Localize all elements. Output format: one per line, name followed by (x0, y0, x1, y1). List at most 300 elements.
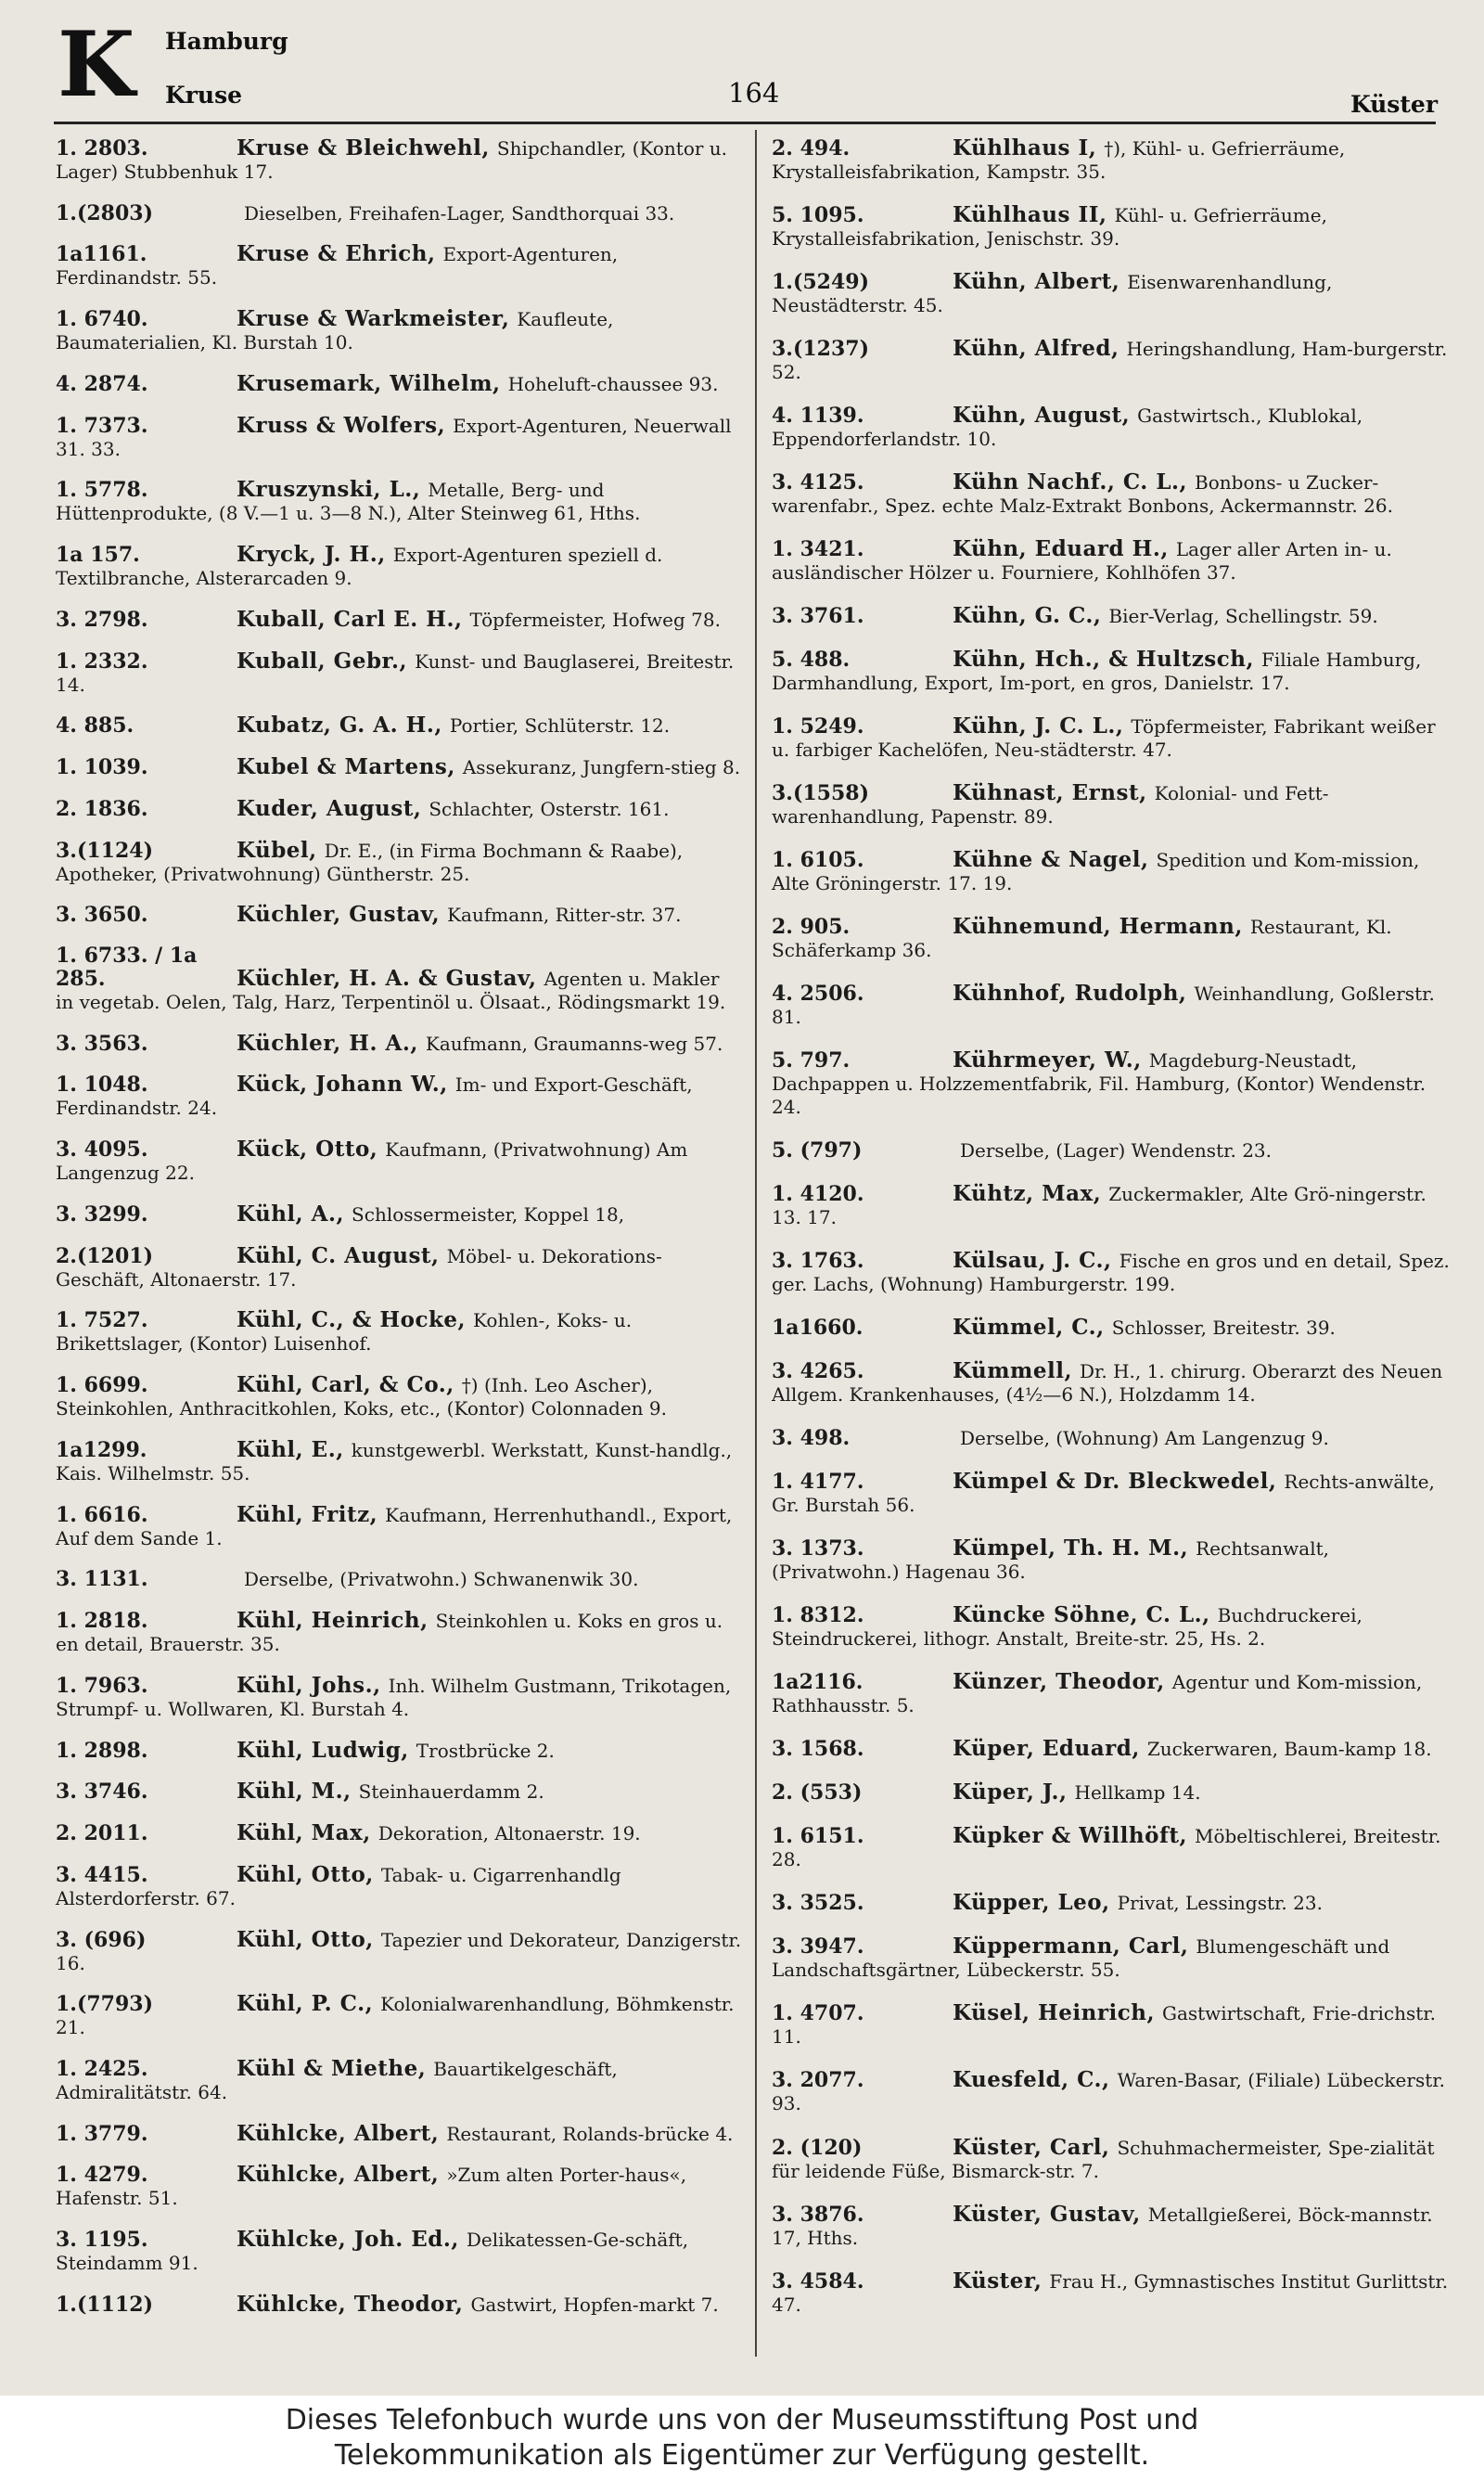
phone-number: 3.(1124) (56, 838, 154, 863)
entry-name: Kuesfeld, C., (953, 2067, 1110, 2093)
entry-detail: Shipchandler, (Kontor u. Lager) Stubbenhuk 17. (56, 137, 728, 183)
phone-number: 1.(5249) (772, 270, 870, 295)
entry-name: Künzer, Theodor, (953, 1669, 1165, 1695)
entry-name: Kubel & Martens, (237, 754, 455, 780)
entry-name: Kuder, August, (237, 795, 422, 821)
entry-detail: Weinhandlung, Goßlerstr. 81. (772, 983, 1435, 1029)
entry-name: Küpper, Leo, (953, 1890, 1110, 1916)
phone-number: 1. 4279. (56, 2163, 148, 2188)
directory-entry (772, 1249, 1458, 1296)
phone-number: 3. 4265. (772, 1359, 864, 1384)
entry-name: Kühl, Max, (237, 1820, 371, 1846)
directory-entry (772, 1359, 1458, 1407)
entry-detail: Portier, Schlüterstr. 12. (449, 714, 671, 738)
entry-detail: Schlachter, Osterstr. 161. (429, 797, 670, 820)
entry-name: Kümpel, Th. H. M., (953, 1536, 1189, 1561)
directory-entry (56, 944, 742, 1014)
entry-detail: †), Kühl- u. Gefrierräume, Krystalleisfabrikation, Kampstr. 35. (772, 137, 1346, 183)
entry-name: Kruss & Wolfers, (237, 412, 446, 438)
directory-entry (772, 1536, 1458, 1584)
entry-detail: Steinkohlen u. Koks en gros u. en detail, Brauerstr. 35. (56, 1610, 723, 1656)
directory-entry (772, 1316, 1458, 1340)
phone-number: 5. (797) (772, 1138, 863, 1163)
directory-entry (772, 404, 1458, 451)
entry-name: Kümpel & Dr. Bleckwedel, (953, 1469, 1277, 1495)
directory-entry (56, 2057, 742, 2104)
entry-detail: Privat, Lessingstr. 23. (1117, 1892, 1323, 1915)
directory-entry (772, 1934, 1458, 1982)
entry-name: Kühl, Otto, (237, 1861, 374, 1887)
directory-entry (56, 713, 742, 738)
phone-number: 1a1161. (56, 242, 147, 267)
phone-number: 1.(7793) (56, 1992, 154, 2017)
entry-name: Kühl, A., (237, 1201, 345, 1227)
phone-number: 3. 3650. (56, 903, 148, 928)
entry-name: Kruszynski, L., (237, 477, 421, 503)
entry-detail: Schlosser, Breitestr. 39. (1111, 1317, 1336, 1340)
directory-entry (56, 478, 742, 525)
directory-entry (772, 1824, 1458, 1871)
entry-detail: Kohlen-, Koks- u. Brikettslager, (Kontor) Luisenhof. (56, 1309, 633, 1356)
entry-detail: Export-Agenturen speziell d. Textilbranche, Alsterarcaden 9. (56, 544, 663, 590)
entry-name: Kühlcke, Albert, (237, 2162, 440, 2188)
entry-name: Kühn, Hch., & Hultzsch, (953, 647, 1254, 673)
left-guide-word: Kruse (165, 82, 243, 109)
entry-detail: Trostbrücke 2. (416, 1739, 555, 1762)
phone-number: 3. 2077. (772, 2068, 864, 2093)
phone-number: 1. 6616. (56, 1502, 148, 1527)
directory-entry (772, 1426, 1458, 1450)
entry-name: Kruse & Ehrich, (237, 241, 436, 267)
entry-detail: Gastwirtschaft, Frie-drichstr. 11. (772, 2002, 1436, 2049)
entry-name: Kühl, Fritz, (237, 1501, 378, 1527)
entry-detail: Blumengeschäft und Landschaftsgärtner, Lübeckerstr. 55. (772, 1935, 1390, 1982)
directory-entry (772, 604, 1458, 628)
entry-detail: Zuckerwaren, Baum-kamp 18. (1146, 1738, 1432, 1761)
directory-entry (56, 1928, 742, 1975)
phone-number: 1. 2803. (56, 136, 148, 161)
entry-detail: Rechts-anwälte, Gr. Burstah 56. (772, 1471, 1435, 1517)
phone-number: 1. 4177. (772, 1470, 864, 1495)
entry-name: Külsau, J. C., (953, 1248, 1112, 1274)
phone-number: 5. 797. (772, 1048, 851, 1073)
phone-number: 1. 3421. (772, 537, 864, 562)
directory-entry (772, 136, 1458, 184)
phone-number: 3. 3525. (772, 1891, 864, 1916)
phone-number: 2. 2011. (56, 1821, 148, 1846)
phone-number: 1.(1112) (56, 2292, 154, 2317)
entry-detail: Export-Agenturen, Neuerwall 31. 33. (56, 414, 732, 460)
directory-entry (772, 1182, 1458, 1229)
entry-detail: Kaufmann, Graumanns-weg 57. (425, 1032, 723, 1055)
entry-name: Küpker & Willhöft, (953, 1823, 1187, 1849)
directory-entry (56, 2293, 742, 2317)
phone-number: 2. 1836. (56, 796, 148, 821)
entry-name: Kühl, C., & Hocke, (237, 1307, 467, 1333)
column-divider (755, 130, 757, 2357)
directory-entry (56, 1992, 742, 2039)
entry-detail: Export-Agenturen, Ferdinandstr. 55. (56, 243, 619, 289)
phone-number: 3. 1763. (772, 1249, 864, 1274)
entry-detail: Restaurant, Kl. Schäferkamp 36. (772, 916, 1392, 962)
entry-name: Kümmel, C., (953, 1315, 1105, 1341)
phone-number: 3.(1558) (772, 781, 870, 806)
entry-detail: Möbel- u. Dekorations-Geschäft, Altonaerstr. 17. (56, 1244, 662, 1291)
entry-detail: Lager aller Arten in- u. ausländischer Hölzer u. Fourniere, Kohlhöfen 37. (772, 538, 1392, 585)
directory-entry (772, 781, 1458, 829)
phone-number: 4. 1139. (772, 404, 864, 429)
directory-entry (56, 414, 742, 461)
entry-detail: Hellkamp 14. (1074, 1781, 1201, 1805)
directory-entry (772, 2068, 1458, 2115)
directory-entry (56, 1373, 742, 1420)
entry-name: Küster, Carl, (953, 2134, 1110, 2160)
entry-detail: Kolonialwarenhandlung, Böhmkenstr. 21. (56, 1993, 735, 2039)
directory-entry (56, 1567, 742, 1591)
phone-number: 1. 6699. (56, 1373, 148, 1398)
directory-entry (56, 543, 742, 590)
directory-entry (772, 1048, 1458, 1119)
left-column (56, 136, 742, 2317)
directory-entry (56, 1032, 742, 1056)
footer-note (0, 2396, 1484, 2480)
directory-entry (772, 1737, 1458, 1761)
entry-detail: Kaufleute, Baumaterialien, Kl. Burstah 10. (56, 308, 614, 354)
entry-name: Kühl & Miethe, (237, 2055, 427, 2081)
phone-number: 1. 8312. (772, 1603, 864, 1628)
directory-entry (772, 1138, 1458, 1163)
entry-name: Kühl, Johs., (237, 1672, 381, 1698)
entry-name: Kühn, Eduard H., (953, 536, 1169, 562)
phone-number: 2. 905. (772, 915, 851, 940)
footer-line: Dieses Telefonbuch wurde uns von der Museumsstiftung Post und (285, 2404, 1199, 2436)
entry-detail: Bier-Verlag, Schellingstr. 59. (1108, 605, 1378, 628)
header-rule (54, 122, 1436, 124)
entry-detail: Metalle, Berg- und Hüttenprodukte, (8 V.—1 u. 3—8 N.), Alter Steinweg 61, Hths. (56, 479, 641, 525)
directory-entry (56, 903, 742, 927)
directory-entry (56, 649, 742, 697)
directory-entry (56, 1863, 742, 1910)
entry-name: Küchler, H. A., (237, 1030, 418, 1056)
directory-entry (56, 307, 742, 354)
entry-detail: Bauartikelgeschäft, Admiralitätstr. 64. (56, 2057, 618, 2103)
entry-name: Kühl, Otto, (237, 1926, 374, 1952)
entry-name: Kühtz, Max, (953, 1181, 1102, 1207)
phone-number: 1. 2425. (56, 2056, 148, 2081)
city-heading: Hamburg (165, 28, 288, 55)
entry-detail: Derselbe, (Lager) Wendenstr. 23. (960, 1139, 1272, 1163)
directory-entry (772, 648, 1458, 695)
entry-name: Kück, Otto, (237, 1137, 378, 1163)
entry-detail: Dr. H., 1. chirurg. Oberarzt des Neuen Allgem. Krankenhauses, (4½—6 N.), Holzdamm 14. (772, 1360, 1443, 1407)
entry-name: Küppermann, Carl, (953, 1934, 1189, 1960)
entry-name: Küncke Söhne, C. L., (953, 1602, 1210, 1628)
phone-number: 3. (696) (56, 1927, 147, 1952)
directory-entry (56, 1202, 742, 1227)
entry-detail: Gastwirt, Hopfen-markt 7. (470, 2293, 719, 2316)
directory-entry (772, 915, 1458, 962)
directory-entry (56, 755, 742, 779)
entry-name: Kühl, Ludwig, (237, 1737, 409, 1763)
phone-number: 1a1660. (772, 1316, 864, 1341)
entry-detail: Gastwirtsch., Klublokal, Eppendorferlandstr. 10. (772, 405, 1363, 451)
entry-detail: Rechtsanwalt, (Privatwohn.) Hagenau 36. (772, 1537, 1330, 1584)
entry-detail: Spedition und Kom-mission, Alte Gröningerstr. 17. 19. (772, 849, 1420, 895)
phone-number: 1. 1039. (56, 755, 148, 780)
entry-detail: Metallgießerei, Böck-mannstr. 17, Hths. (772, 2203, 1433, 2249)
right-column (772, 136, 1458, 2317)
entry-detail: Kunst- und Bauglaserei, Breitestr. 14. (56, 649, 735, 696)
entry-name: Kühl, M., (237, 1779, 352, 1805)
entry-detail: »Zum alten Porter-haus«, Hafenstr. 51. (56, 2164, 687, 2210)
phone-number: 1. 2818. (56, 1609, 148, 1634)
entry-name: Küper, J., (953, 1780, 1068, 1805)
phone-number: 3. 2798. (56, 607, 148, 632)
entry-name: Kümmell, (953, 1358, 1072, 1384)
phone-number: 4. 2506. (772, 982, 864, 1007)
directory-entry (56, 1609, 742, 1656)
phone-number: 1. 1048. (56, 1073, 148, 1098)
entry-detail: Derselbe, (Privatwohn.) Schwanenwik 30. (244, 1568, 639, 1591)
phone-number: 3. 3761. (772, 604, 864, 629)
entry-name: Küchler, Gustav, (237, 902, 441, 928)
entry-name: Kühnhof, Rudolph, (953, 981, 1187, 1007)
phone-number: 3. 1131. (56, 1567, 148, 1592)
directory-entry (56, 1244, 742, 1291)
entry-detail: Dr. E., (in Firma Bochmann & Raabe), Apotheker, (Privatwohnung) Güntherstr. 25. (56, 839, 684, 885)
entry-name: Kühl, Heinrich, (237, 1608, 429, 1634)
entry-detail: Tabak- u. Cigarrenhandlg Alsterdorferstr. 67. (56, 1863, 621, 1909)
directory-entry (772, 1891, 1458, 1915)
entry-detail: †) (Inh. Leo Ascher), Steinkohlen, Anthracitkohlen, Koks, etc., (Kontor) Colonnaden 9. (56, 1374, 667, 1420)
entry-name: Küster, Gustav, (953, 2201, 1141, 2227)
entry-detail: Filiale Hamburg, Darmhandlung, Export, Im-port, en gros, Danielstr. 17. (772, 649, 1422, 695)
phone-number: 3. 3947. (772, 1934, 864, 1960)
directory-entry (56, 1503, 742, 1550)
directory-entry (56, 2122, 742, 2146)
directory-entry (56, 1073, 742, 1120)
phone-number: 1. 4707. (772, 2001, 864, 2026)
entry-name: Kühn Nachf., C. L., (953, 469, 1188, 495)
phone-number: 1. 5778. (56, 478, 148, 503)
directory-entry (772, 982, 1458, 1029)
phone-number: 5. 488. (772, 648, 851, 673)
entry-detail: Zuckermakler, Alte Grö-ningerstr. 13. 17. (772, 1183, 1426, 1229)
phone-number: 3.(1237) (772, 337, 870, 362)
entry-name: Kühlhaus I, (953, 135, 1097, 161)
entry-detail: Frau H., Gymnastisches Institut Gurlittstr. 47. (772, 2269, 1449, 2316)
phone-number: 3. 4415. (56, 1862, 148, 1887)
entry-detail: Agentur und Kom-mission, Rathhausstr. 5. (772, 1671, 1423, 1717)
phone-number: 3. 4095. (56, 1137, 148, 1163)
entry-name: Kühne & Nagel, (953, 847, 1149, 873)
entry-detail: kunstgewerbl. Werkstatt, Kunst-handlg., Kais. Wilhelmstr. 55. (56, 1438, 733, 1484)
directory-entry (772, 2203, 1458, 2250)
phone-number: 1. 7527. (56, 1308, 148, 1333)
entry-name: Kühl, E., (237, 1436, 344, 1462)
entry-name: Kryck, J. H., (237, 542, 386, 568)
directory-entry (772, 2001, 1458, 2049)
entry-detail: Töpfermeister, Hofweg 78. (469, 608, 721, 631)
directory-entry (772, 270, 1458, 317)
entry-name: Kuball, Gebr., (237, 648, 408, 674)
phone-number: 2.(1201) (56, 1243, 154, 1268)
phone-number: 2. (553) (772, 1780, 863, 1805)
entry-name: Kühn, August, (953, 403, 1131, 429)
phone-number: 3. 1373. (772, 1536, 864, 1561)
phone-number: 3. 4584. (772, 2268, 864, 2294)
right-guide-word: Küster (1350, 91, 1438, 118)
entry-detail: Assekuranz, Jungfern-stieg 8. (462, 756, 741, 779)
entry-name: Krusemark, Wilhelm, (237, 370, 501, 396)
entry-detail: Tapezier und Dekorateur, Danzigerstr. 16. (56, 1928, 742, 1974)
phone-number: 3. 498. (772, 1426, 851, 1451)
directory-entry (56, 2228, 742, 2275)
phone-number: 1. 7373. (56, 413, 148, 438)
directory-entry (772, 203, 1458, 251)
phone-number: 5. 1095. (772, 203, 864, 228)
entry-detail: Bonbons- u Zucker-warenfabr., Spez. echte Malz-Extrakt Bonbons, Ackermannstr. 26. (772, 471, 1393, 518)
directory-entry (772, 537, 1458, 585)
phone-number: 1.(2803) (56, 200, 154, 225)
directory-entry (56, 1308, 742, 1356)
phone-number: 1. 2898. (56, 1738, 148, 1763)
entry-detail: Steinhauerdamm 2. (358, 1780, 544, 1804)
phone-number: 3. 3563. (56, 1031, 148, 1056)
entry-name: Kubatz, G. A. H., (237, 713, 442, 739)
directory-entry (772, 1670, 1458, 1717)
phone-number: 2. (120) (772, 2135, 863, 2160)
phone-number: 4. 885. (56, 713, 134, 739)
entry-detail: Heringshandlung, Ham-burgerstr. 52. (772, 338, 1448, 384)
entry-detail: Möbeltischlerei, Breitestr. 28. (772, 1825, 1441, 1871)
entry-detail: Dekoration, Altonaerstr. 19. (377, 1822, 641, 1845)
phone-number: 3. 4125. (772, 470, 864, 495)
entry-detail: Schuhmachermeister, Spe-zialität für leidende Füße, Bismarck-str. 7. (772, 2136, 1435, 2182)
directory-entry (772, 1780, 1458, 1805)
entry-name: Kühlcke, Joh. Ed., (237, 2227, 459, 2253)
entry-detail: Delikatessen-Ge-schäft, Steindamm 91. (56, 2229, 689, 2275)
entry-detail: Kaufmann, (Privatwohnung) Am Langenzug 22. (56, 1138, 688, 1185)
entry-name: Kühlcke, Theodor, (237, 2291, 464, 2317)
phone-number: 1. 6740. (56, 307, 148, 332)
entry-name: Kühlcke, Albert, (237, 2120, 440, 2146)
phone-number: 3. 1195. (56, 2228, 148, 2253)
page-number: 164 (728, 77, 780, 109)
directory-entry (56, 136, 742, 184)
directory-entry (772, 2269, 1458, 2317)
entry-detail: Töpfermeister, Fabrikant weißer u. farbiger Kachelöfen, Neu-städterstr. 47. (772, 715, 1436, 762)
entry-name: Kruse & Bleichwehl, (237, 135, 490, 161)
phone-number: 1. 4120. (772, 1182, 864, 1207)
phone-number: 1. 6151. (772, 1824, 864, 1849)
entry-name: Kühnemund, Hermann, (953, 914, 1243, 940)
directory-entry (56, 1739, 742, 1763)
directory-entry (56, 608, 742, 632)
entry-name: Kühl, C. August, (237, 1242, 440, 1268)
phone-number: 1. 6733. / 1a 285. (56, 944, 198, 992)
section-letter: K (58, 12, 135, 117)
directory-entry (56, 2163, 742, 2210)
entry-detail: Eisenwarenhandlung, Neustädterstr. 45. (772, 271, 1333, 317)
directory-entry (56, 1674, 742, 1721)
phone-number: 1. 6105. (772, 848, 864, 873)
directory-entry (772, 1603, 1458, 1651)
entry-name: Kübel, (237, 837, 317, 863)
entry-name: Küsel, Heinrich, (953, 2000, 1155, 2026)
entry-name: Kühn, Albert, (953, 269, 1120, 295)
phone-number: 3. 1568. (772, 1737, 864, 1762)
entry-name: Kühnast, Ernst, (953, 780, 1147, 806)
entry-name: Kühl, P. C., (237, 1991, 374, 2017)
directory-entry (772, 470, 1458, 518)
entry-name: Kühl, Carl, & Co., (237, 1372, 454, 1398)
entry-detail: Fische en gros und en detail, Spez. ger. Lachs, (Wohnung) Hamburgerstr. 199. (772, 1250, 1450, 1296)
phone-number: 3. 3299. (56, 1201, 148, 1227)
entry-name: Kühn, Alfred, (953, 336, 1119, 362)
entry-detail: Kaufmann, Ritter-str. 37. (447, 904, 682, 927)
phone-number: 2. 494. (772, 136, 851, 161)
directory-entry (56, 839, 742, 886)
phone-number: 1a1299. (56, 1437, 147, 1462)
entry-detail: Kühl- u. Gefrierräume, Krystalleisfabrikation, Jenischstr. 39. (772, 204, 1327, 251)
entry-name: Kührmeyer, W., (953, 1047, 1142, 1073)
phone-number: 4. 2874. (56, 371, 148, 396)
entry-detail: Kaufmann, Herrenhuthandl., Export, Auf dem Sande 1. (56, 1503, 733, 1549)
directory-entry (56, 797, 742, 821)
directory-entry (56, 372, 742, 396)
phone-number: 1a 157. (56, 543, 140, 568)
directory-entry (56, 1780, 742, 1804)
directory-entry (772, 1470, 1458, 1517)
directory-entry (56, 1821, 742, 1845)
directory-entry (772, 714, 1458, 762)
directory-entry (772, 337, 1458, 384)
entry-name: Kück, Johann W., (237, 1072, 448, 1098)
directory-entry (772, 848, 1458, 895)
entry-detail: Inh. Wilhelm Gustmann, Trikotagen, Strumpf- u. Wollwaren, Kl. Burstah 4. (56, 1674, 732, 1720)
entry-name: Küster, (953, 2268, 1043, 2294)
entry-detail: Waren-Basar, (Filiale) Lübeckerstr. 93. (772, 2069, 1445, 2115)
footer-line: Telekommunikation als Eigentümer zur Verfügung gestellt. (334, 2439, 1150, 2472)
entry-detail: Derselbe, (Wohnung) Am Langenzug 9. (960, 1427, 1329, 1450)
entry-detail: Buchdruckerei, Steindruckerei, lithogr. Anstalt, Breite-str. 25, Hs. 2. (772, 1604, 1362, 1651)
entry-name: Kühlhaus II, (953, 202, 1107, 228)
phone-number: 1. 7963. (56, 1673, 148, 1698)
phone-number: 3. 3876. (772, 2202, 864, 2227)
phone-number: 1a2116. (772, 1670, 864, 1695)
entry-name: Kruse & Warkmeister, (237, 306, 510, 332)
entry-detail: Dieselben, Freihafen-Lager, Sandthorquai 33. (244, 201, 675, 225)
phone-number: 1. 2332. (56, 649, 148, 674)
directory-entry (56, 242, 742, 289)
directory-entry (56, 1438, 742, 1485)
directory-entry (56, 201, 742, 225)
entry-name: Kuball, Carl E. H., (237, 606, 463, 632)
entry-name: Küper, Eduard, (953, 1736, 1140, 1762)
entry-detail: Im- und Export-Geschäft, Ferdinandstr. 24. (56, 1073, 693, 1120)
phone-number: 1. 5249. (772, 714, 864, 739)
entry-name: Kühn, J. C. L., (953, 713, 1124, 739)
entry-name: Küchler, H. A. & Gustav, (237, 966, 537, 992)
entry-detail: Hoheluft-chaussee 93. (507, 372, 719, 395)
directory-entry (56, 1137, 742, 1185)
phone-number: 1. 3779. (56, 2121, 148, 2146)
phone-number: 3. 3746. (56, 1780, 148, 1805)
directory-entry (772, 2136, 1458, 2183)
entry-detail: Restaurant, Rolands-brücke 4. (446, 2122, 734, 2145)
entry-detail: Kolonial- und Fett-warenhandlung, Papenstr. 89. (772, 782, 1329, 829)
